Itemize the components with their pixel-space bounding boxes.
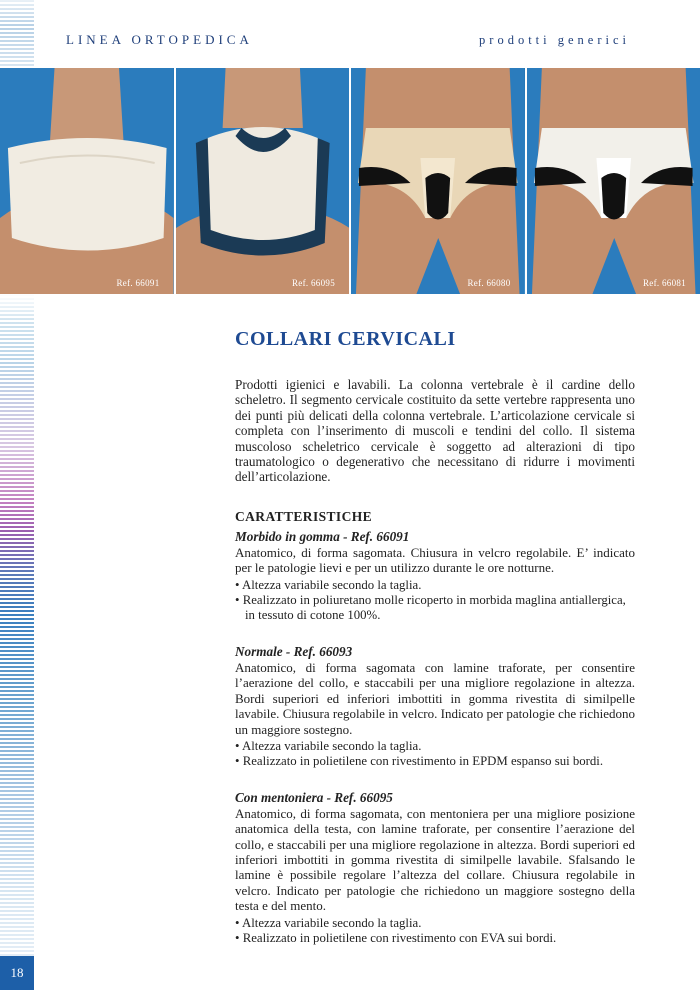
- feature-item: • Altezza variabile secondo la taglia.: [235, 916, 635, 931]
- hernia-brief-alt-illustration: [527, 68, 700, 294]
- main-content: [235, 328, 635, 946]
- section-heading: CARATTERISTICHE: [235, 508, 373, 524]
- feature-item: • Realizzato in polietilene con rivestimento in EPDM espanso sui bordi.: [235, 754, 635, 769]
- running-header-right: prodotti generici: [479, 33, 630, 47]
- photo-ref-label: Ref. 66080: [467, 278, 511, 288]
- hernia-brief-illustration: [351, 68, 525, 294]
- feature-list: [235, 916, 635, 947]
- intro-paragraph: Prodotti igienici e lavabili. La colonna vertebrale è il cardine dello scheletro. Il segmento cervicale costituito da sette vertebre rappresenta uno dei punti più delicati della colonna vertebrale. L’articolazione cervicale si completa con l’inserimento di muscoli e tendini del collo. Il sistema muscoloso scheletrico cervicale è soggetto ad alterazioni di tipo traumatologico o degenerativo che necessitano di ridurre i movimenti dell’articolazione.: [235, 377, 635, 485]
- product-description: Anatomico, di forma sagomata, con mentoniera per una migliore posizione anatomica della testa, con lamine traforate, per consentire l’aerazione del collo, e staccabili per una migliore regolazione in altezza. Bordi superiori ed inferiori imbottiti in gomma rivestita di similpelle lavabile. Sfalsando le lamine è possibile regolare l’altezza del collare. Chiusura regolabile in velcro. Indicato per patologie che richiedono un maggiore sostegno della testa e del mento.: [235, 805, 635, 914]
- chin-collar-illustration: [176, 68, 350, 294]
- soft-collar-illustration: [0, 68, 174, 294]
- feature-item: • Altezza variabile secondo la taglia.: [235, 578, 635, 593]
- product-block: [235, 790, 635, 947]
- product-photo-chin-collar: [176, 68, 350, 294]
- product-title: Morbido in gomma - Ref. 66091: [235, 528, 410, 544]
- product-description: Anatomico, di forma sagomata. Chiusura in velcro regolabile. E’ indicato per le patologie lievi e per un utilizzo durante le ore notturne.: [235, 544, 635, 576]
- feature-list: [235, 578, 635, 624]
- product-title: Con mentoniera - Ref. 66095: [235, 789, 393, 805]
- feature-item: • Realizzato in polietilene con rivestimento con EVA sui bordi.: [235, 931, 635, 946]
- page-title: COLLARI CERVICALI: [235, 328, 456, 350]
- left-stripe-decoration: [0, 294, 34, 990]
- photo-ref-label: Ref. 66095: [292, 278, 335, 288]
- product-photo-hernia-brief-alt: [527, 68, 700, 294]
- top-left-stripe-decoration: [0, 0, 34, 66]
- product-description: Anatomico, di forma sagomata con lamine traforate, per consentire l’aerazione del collo, e staccabili per una migliore regolazione in altezza. Bordi superiori ed inferiori imbottiti in gomma rivestita di similpelle lavabile. Chiusura regolabile in velcro. Indicato per patologie che richiedono un maggiore sostegno.: [235, 659, 635, 737]
- photo-ref-label: Ref. 66081: [643, 278, 686, 288]
- feature-item: • Realizzato in poliuretano molle ricoperto in morbida maglina antiallergica, in tessuto di cotone 100%.: [235, 593, 635, 624]
- product-title: Normale - Ref. 66093: [235, 643, 353, 659]
- running-header-left: LINEA ORTOPEDICA: [66, 32, 253, 47]
- photo-ref-label: Ref. 66091: [116, 278, 160, 288]
- product-photo-strip: [0, 68, 700, 294]
- feature-list: [235, 739, 635, 770]
- product-photo-hernia-brief: [351, 68, 525, 294]
- feature-item: • Altezza variabile secondo la taglia.: [235, 739, 635, 754]
- product-photo-soft-collar: [0, 68, 174, 294]
- product-block: [235, 644, 635, 770]
- page-number: 18: [0, 956, 34, 990]
- product-block: [235, 529, 635, 624]
